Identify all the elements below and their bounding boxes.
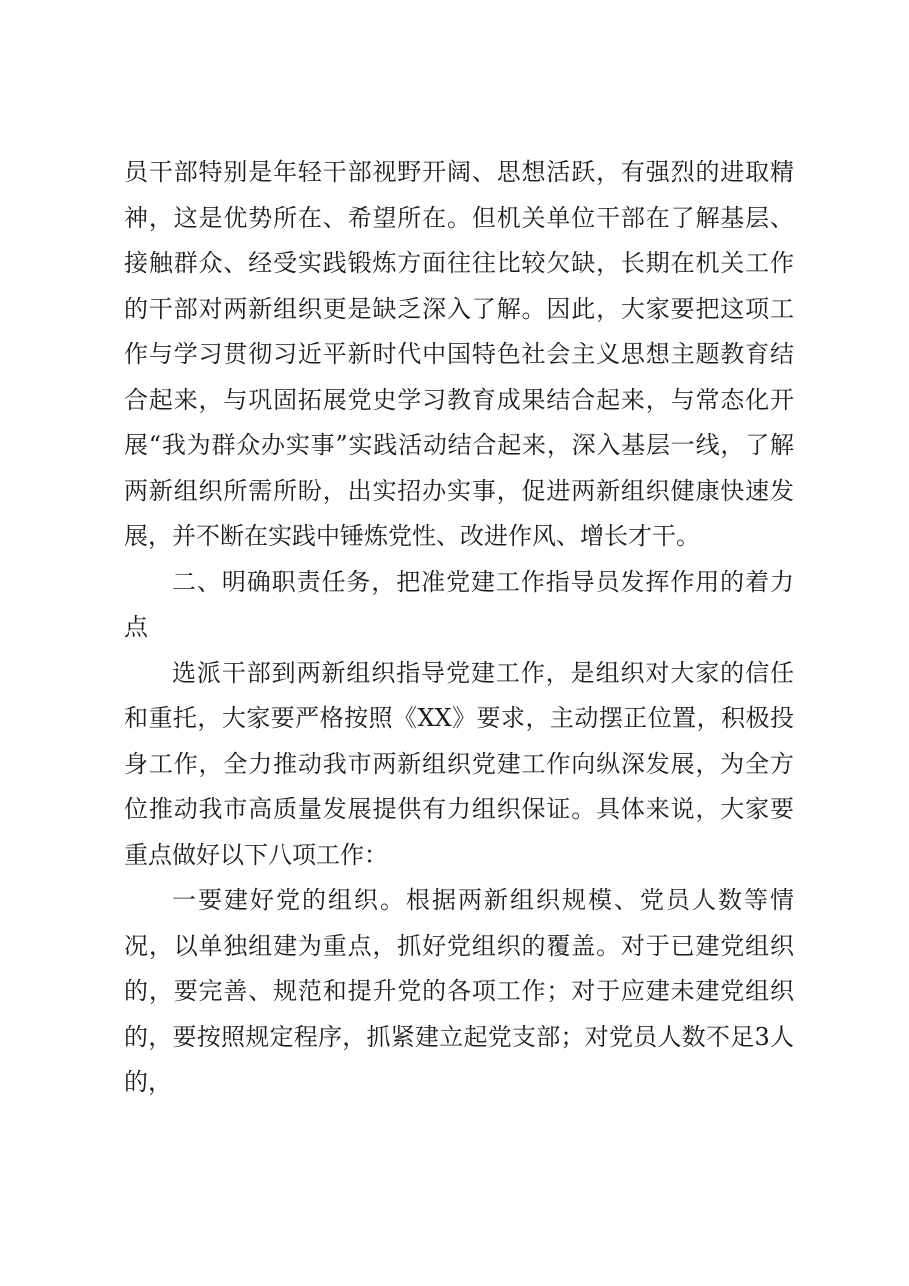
paragraph: 一要建好党的组织。根据两新组织规模、党员人数等情况，以单独组建为重点，抓好党组织的覆盖。对于已建党组织的，要完善、规范和提升党的各项工作；对于应建未建党组织的，要按照规定程序，抓紧建立起党支部；对党员人数不足3人的， (124, 886, 794, 1096)
section-heading: 二、明确职责任务，把准党建工作指导员发挥作用的着力点 (124, 567, 794, 641)
document-body (124, 150, 794, 1106)
paragraph: 选派干部到两新组织指导党建工作，是组织对大家的信任和重托，大家要严格按照《XX》要求，主动摆正位置，积极投身工作，全力推动我市两新组织党建工作向纵深发展，为全方位推动我市高质量发展提供有力组织保证。具体来说，大家要重点做好以下八项工作： (124, 658, 794, 869)
paragraph-continuation: 员干部特别是年轻干部视野开阔、思想活跃，有强烈的进取精神，这是优势所在、希望所在。但机关单位干部在了解基层、接触群众、经受实践锻炼方面往往比较欠缺，长期在机关工作的干部对两新组织更是缺乏深入了解。因此，大家要把这项工作与学习贯彻习近平新时代中国特色社会主义思想主题教育结合起来，与巩固拓展党史学习教育成果结合起来，与常态化开展“我为群众办实事”实践活动结合起来，深入基层一线，了解两新组织所需所盼，出实招办实事，促进两新组织健康快速发展，并不断在实践中锤炼党性、改进作风、增长才干。 (124, 158, 794, 550)
